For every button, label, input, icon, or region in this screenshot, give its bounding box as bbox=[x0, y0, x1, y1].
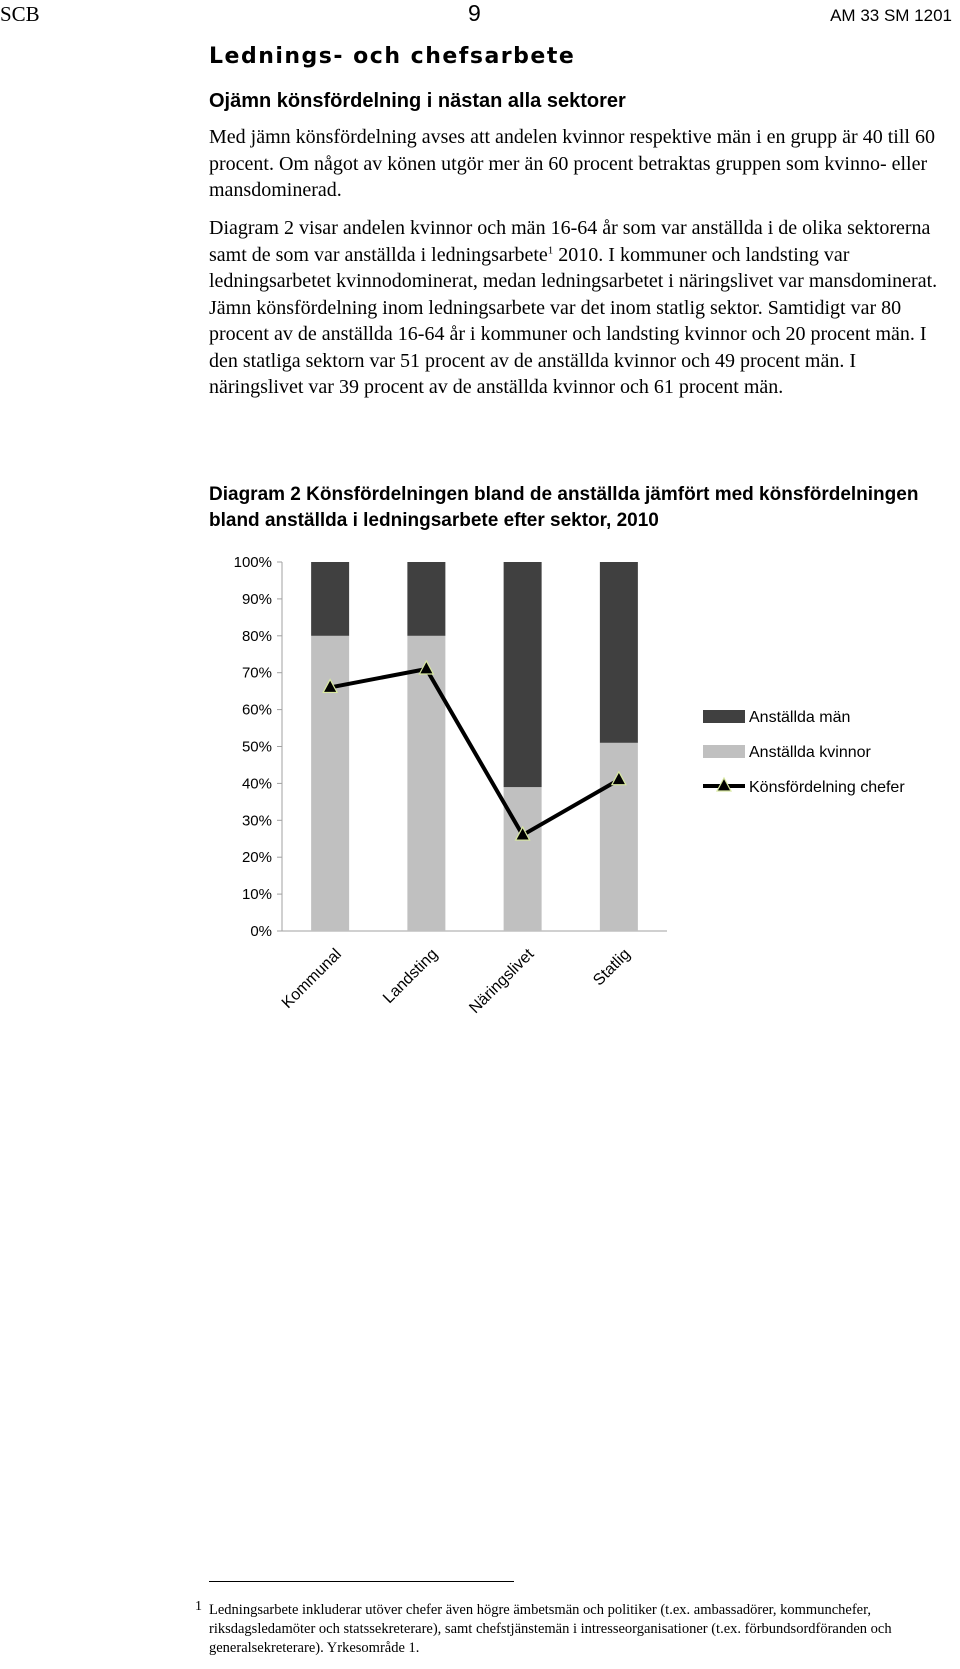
y-tick-label: 30% bbox=[241, 812, 272, 830]
y-tick-label: 10% bbox=[241, 886, 272, 904]
footnote-divider bbox=[209, 1581, 514, 1582]
legend-label: Könsfördelning chefer bbox=[749, 779, 905, 796]
section-title: Lednings- och chefsarbete bbox=[209, 44, 576, 69]
y-tick-label: 50% bbox=[241, 738, 272, 756]
x-tick-label: Landsting bbox=[380, 945, 442, 1007]
subheading: Ojämn könsfördelning i nästan alla sektorer bbox=[209, 90, 626, 112]
footnote-text: Ledningsarbete inkluderar utöver chefer även högre ämbetsmän och politiker (t.ex. ambassadörer, kommunchefer, riksdagsledamöter och statssekreterare), samt chefstjänstemän i intresseorganisationer (t.ex. förbundsordföranden och generalsekreterare). Yrkesområde 1. bbox=[209, 1602, 892, 1656]
paragraph-1: Med jämn könsfördelning avses att andelen kvinnor respektive män i en grupp är 40 till 60 procent. Om något av könen utgör mer än 60 procent betraktas gruppen som kvinno- eller mansdominerad. bbox=[209, 126, 935, 201]
legend-swatch bbox=[703, 710, 745, 723]
x-tick-label: Kommunal bbox=[278, 945, 345, 1012]
y-tick-label: 20% bbox=[241, 849, 272, 867]
x-tick-label: Statlig bbox=[590, 945, 634, 990]
header-left: SCB bbox=[0, 2, 40, 26]
legend-swatch bbox=[703, 745, 745, 758]
paragraph-2-after: 2010. I kommuner och landsting var ledningsarbetet kvinnodominerat, medan ledningsarbetet i näringslivet var mansdominerat. Jämn könsfördelning inom ledningsarbete var det inom statlig sektor. Samtidigt var 80 procent av de anställda 16-64 år i kommuner och landsting kvinnor och 20 procent män. I den statliga sektorn var 51 procent av de anställda kvinnor och 49 procent män. I näringslivet var 39 procent av de anställda kvinnor och 61 procent män. bbox=[209, 243, 938, 398]
footnote-number: 1 bbox=[195, 1599, 202, 1614]
bar-anstallda-man bbox=[407, 562, 445, 636]
legend-label: Anställda kvinnor bbox=[749, 744, 871, 761]
header-right: AM 33 SM 1201 bbox=[830, 6, 952, 25]
paragraph-2-before: Diagram 2 visar andelen kvinnor och män 16-64 år som var anställda i de olika sektorerna samt de som var anställda i ledningsarbete bbox=[209, 217, 931, 266]
paragraph-2 bbox=[209, 215, 944, 401]
bar-anstallda-man bbox=[311, 562, 349, 636]
y-tick-label: 40% bbox=[241, 775, 272, 793]
y-tick-label: 90% bbox=[241, 590, 272, 608]
bar-anstallda-man bbox=[504, 562, 542, 787]
y-tick-label: 100% bbox=[233, 554, 272, 571]
page-number: 9 bbox=[468, 0, 481, 26]
x-tick-label: Näringslivet bbox=[466, 945, 538, 1017]
y-tick-label: 60% bbox=[241, 701, 272, 719]
y-tick-label: 0% bbox=[250, 923, 272, 940]
y-tick-label: 80% bbox=[241, 627, 272, 645]
bar-anstallda-kvinnor bbox=[407, 636, 445, 931]
y-tick-label: 70% bbox=[241, 664, 272, 682]
line-konsfordelning-chefer bbox=[330, 669, 619, 835]
legend-label: Anställda män bbox=[749, 709, 851, 726]
chart-caption: Diagram 2 Könsfördelningen bland de anställda jämfört med könsfördelningen bland anställda i ledningsarbete efter sektor, 2010 bbox=[209, 484, 919, 531]
footnote bbox=[195, 1599, 944, 1658]
footnote-ref[interactable]: 1 bbox=[547, 243, 554, 256]
chart bbox=[0, 540, 960, 1060]
bar-anstallda-man bbox=[600, 562, 638, 743]
